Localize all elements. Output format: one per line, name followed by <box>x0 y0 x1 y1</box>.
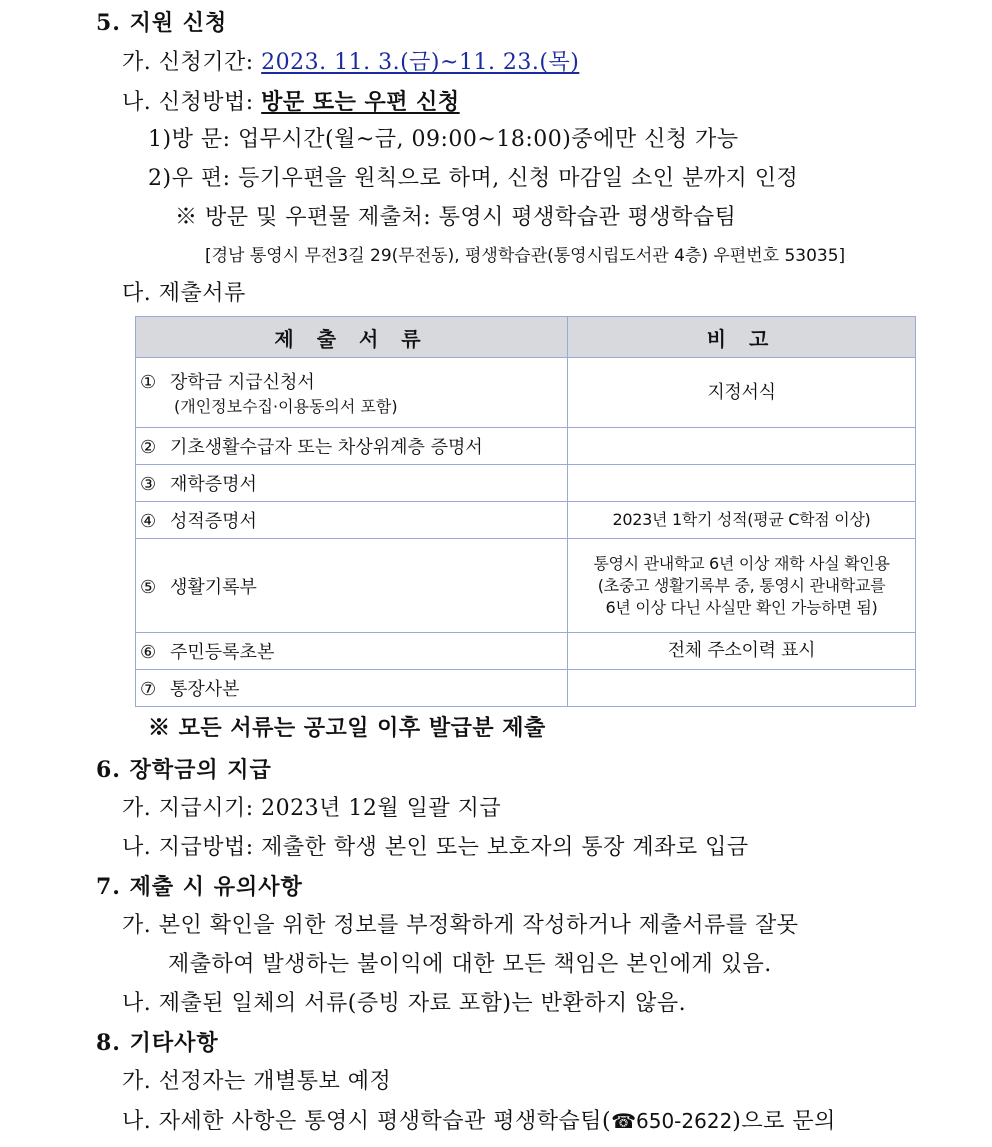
header-documents: 제 출 서 류 <box>136 317 568 358</box>
submission-address: [경남 통영시 무전3길 29(무전동), 평생학습관(통영시립도서관 4층) 우편번호 53035] <box>205 246 846 266</box>
documents-label: 다. 제출서류 <box>122 281 246 306</box>
document-cell <box>136 465 568 502</box>
other-item-b-tail: )으로 문의 <box>732 1109 836 1134</box>
document-name: 생활기록부 <box>170 576 257 598</box>
table-row <box>136 465 916 502</box>
row-number: ① <box>140 372 157 393</box>
caution-item-a-line2: 제출하여 발생하는 불이익에 대한 모든 책임은 본인에게 있음. <box>168 952 772 977</box>
application-period <box>122 48 579 78</box>
section-8-title: 8. 기타사항 <box>96 1030 219 1056</box>
remark-cell <box>568 539 916 633</box>
table-row <box>136 358 916 428</box>
caution-item-b: 나. 제출된 일체의 서류(증빙 자료 포함)는 반환하지 않음. <box>122 991 687 1016</box>
row-number: ⑥ <box>140 642 157 663</box>
row-number: ⑤ <box>140 576 157 598</box>
remark-cell <box>568 465 916 502</box>
document-name: 기초생활수급자 또는 차상위계층 증명서 <box>170 437 483 458</box>
row-number: ④ <box>140 511 157 532</box>
application-method-value: 방문 또는 우편 신청 <box>261 89 460 115</box>
document-cell <box>136 539 568 633</box>
phone-number: ☎650-2622 <box>611 1109 733 1133</box>
row-number: ③ <box>140 474 157 495</box>
application-period-label: 가. 신청기간: <box>122 50 262 75</box>
other-item-a: 가. 선정자는 개별통보 예정 <box>122 1069 392 1094</box>
remark-line: 6년 이상 다닌 사실만 확인 가능하면 됨) <box>605 597 878 617</box>
document-name: 주민등록초본 <box>170 642 275 663</box>
remark-cell: 지정서식 <box>568 358 916 428</box>
document-subtext: (개인정보수집·이용동의서 포함) <box>174 397 398 416</box>
document-cell <box>136 633 568 670</box>
payment-time: 가. 지급시기: 2023년 12월 일괄 지급 <box>122 796 502 821</box>
table-row <box>136 502 916 539</box>
row-number: ② <box>140 437 157 458</box>
application-method-label: 나. 신청방법: <box>122 90 262 115</box>
remark-cell <box>568 428 916 465</box>
remark-cell <box>568 670 916 707</box>
other-item-b <box>122 1106 836 1137</box>
remark-line: (초중고 생활기록부 중, 통영시 관내학교를 <box>597 575 886 595</box>
caution-item-a-line1: 가. 본인 확인을 위한 정보를 부정확하게 작성하거나 제출서류를 잘못 <box>122 913 799 938</box>
document-name: 재학증명서 <box>170 474 257 495</box>
table-row <box>136 539 916 633</box>
remark-line: 통영시 관내학교 6년 이상 재학 사실 확인용 <box>593 553 890 573</box>
other-item-b-text: 나. 자세한 사항은 통영시 평생학습관 평생학습팀( <box>122 1109 612 1134</box>
payment-method: 나. 지급방법: 제출한 학생 본인 또는 보호자의 통장 계좌로 입금 <box>122 835 749 860</box>
documents-issue-note: ※ 모든 서류는 공고일 이후 발급분 제출 <box>148 715 546 741</box>
document-cell <box>136 358 568 428</box>
table-row <box>136 670 916 707</box>
document-cell <box>136 670 568 707</box>
section-6-title: 6. 장학금의 지급 <box>96 757 272 783</box>
document-cell <box>136 502 568 539</box>
application-period-value: 2023. 11. 3.(금)~11. 23.(목) <box>261 50 580 75</box>
documents-table <box>135 316 916 707</box>
remark-cell: 전체 주소이력 표시 <box>568 633 916 670</box>
table-row <box>136 428 916 465</box>
remark-cell: 2023년 1학기 성적(평균 C학점 이상) <box>568 502 916 539</box>
mail-method: 2)우 편: 등기우편을 원칙으로 하며, 신청 마감일 소인 분까지 인정 <box>148 166 799 191</box>
submission-place-note: ※ 방문 및 우편물 제출처: 통영시 평생학습관 평생학습팀 <box>175 205 737 230</box>
section-5-title: 5. 지원 신청 <box>96 10 228 36</box>
table-header-row <box>136 317 916 358</box>
row-number: ⑦ <box>140 679 157 700</box>
table-row <box>136 633 916 670</box>
document-name: 성적증명서 <box>170 511 257 532</box>
document-name: 통장사본 <box>170 679 240 700</box>
section-7-title: 7. 제출 시 유의사항 <box>96 874 303 900</box>
document-name: 장학금 지급신청서 <box>170 372 315 393</box>
document-cell <box>136 428 568 465</box>
visit-method: 1)방 문: 업무시간(월~금, 09:00~18:00)중에만 신청 가능 <box>148 127 739 152</box>
application-method <box>122 87 460 118</box>
header-remarks: 비 고 <box>568 317 916 358</box>
